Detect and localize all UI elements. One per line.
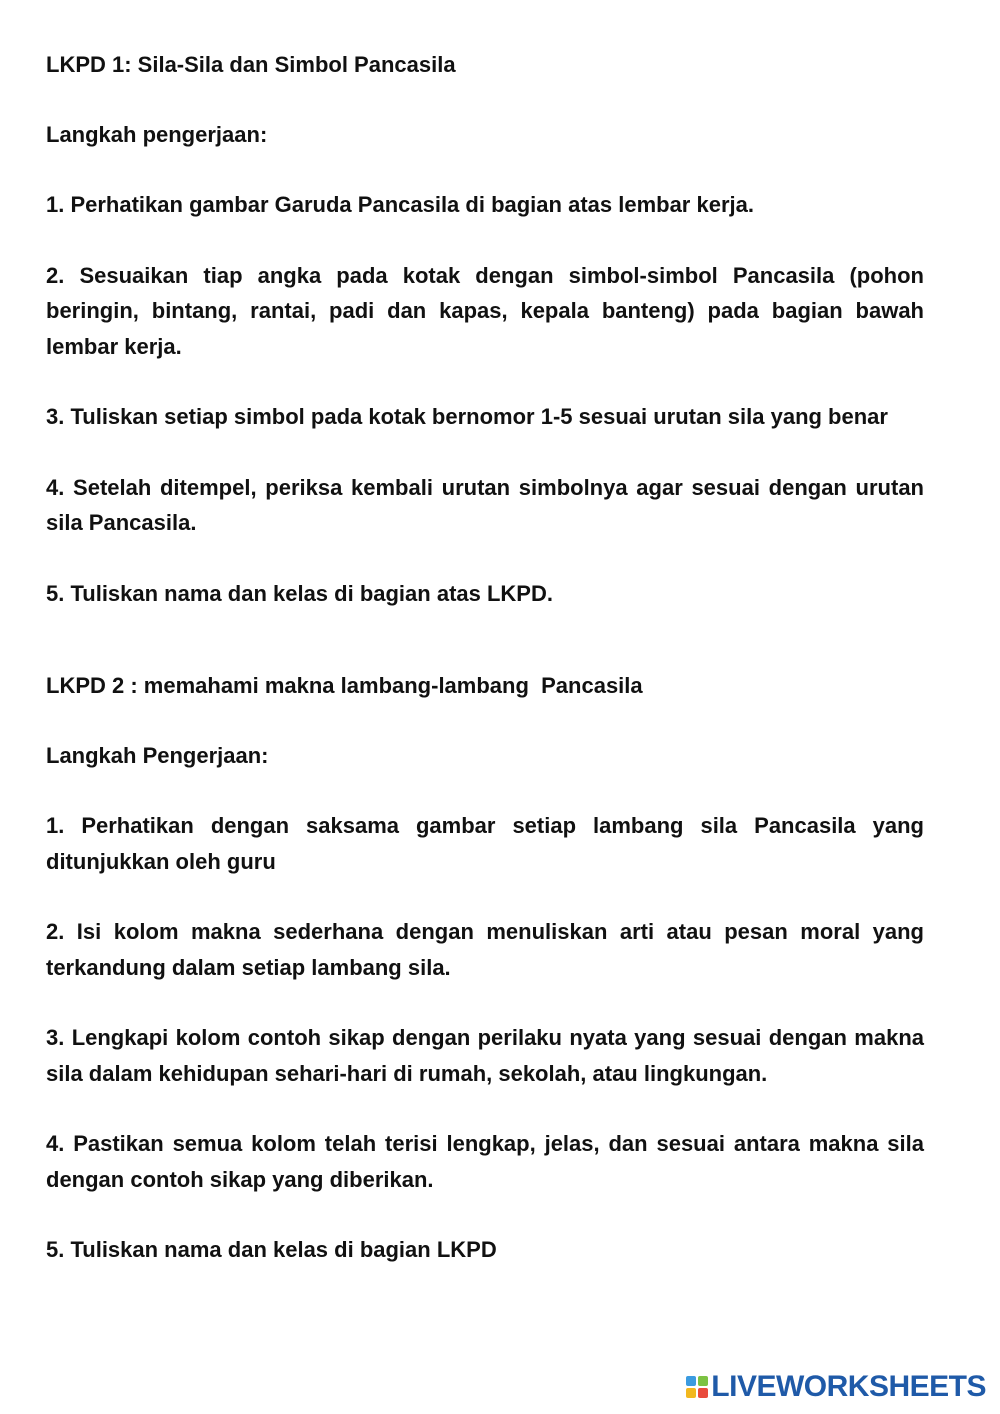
worksheet-instructions [46, 47, 924, 1268]
logo-square-blue [686, 1376, 696, 1386]
lkpd1-step-3: 3. Tuliskan setiap simbol pada kotak bernomor 1-5 sesuai urutan sila yang benar [46, 404, 888, 429]
lkpd1-title: LKPD 1: Sila-Sila dan Simbol Pancasila [46, 52, 456, 77]
lkpd2-steps-heading: Langkah Pengerjaan: [46, 743, 269, 768]
lkpd1-step-2: 2. Sesuaikan tiap angka pada kotak dengan simbol-simbol Pancasila (pohon beringin, bintang, rantai, padi dan kapas, kepala banteng) pada bagian bawah lembar kerja. [46, 262, 924, 359]
lkpd2-step-2: 2. Isi kolom makna sederhana dengan menuliskan arti atau pesan moral yang terkandung dalam setiap lambang sila. [46, 919, 924, 980]
logo-square-green [698, 1376, 708, 1386]
lkpd2-step-3: 3. Lengkapi kolom contoh sikap dengan perilaku nyata yang sesuai dengan makna sila dalam kehidupan sehari-hari di rumah, sekolah, atau lingkungan. [46, 1025, 924, 1086]
liveworksheets-logo-icon [686, 1376, 708, 1398]
lkpd2-title: LKPD 2 : memahami makna lambang-lambang Pancasila [46, 673, 643, 698]
lkpd1-step-4: 4. Setelah ditempel, periksa kembali urutan simbolnya agar sesuai dengan urutan sila Pancasila. [46, 474, 924, 535]
lkpd2-step-1: 1. Perhatikan dengan saksama gambar setiap lambang sila Pancasila yang ditunjukkan oleh guru [46, 813, 924, 874]
lkpd1-steps-heading: Langkah pengerjaan: [46, 122, 268, 147]
liveworksheets-logo-text: LIVEWORKSHEETS [711, 1370, 986, 1403]
lkpd2-step-4: 4. Pastikan semua kolom telah terisi lengkap, jelas, dan sesuai antara makna sila dengan contoh sikap yang diberikan. [46, 1131, 924, 1192]
logo-square-red [698, 1388, 708, 1398]
liveworksheets-watermark [686, 1370, 986, 1404]
lkpd1-step-1: 1. Perhatikan gambar Garuda Pancasila di bagian atas lembar kerja. [46, 192, 754, 217]
lkpd1-step-5: 5. Tuliskan nama dan kelas di bagian atas LKPD. [46, 580, 553, 606]
logo-square-yellow [686, 1388, 696, 1398]
lkpd2-step-5: 5. Tuliskan nama dan kelas di bagian LKPD [46, 1237, 497, 1262]
